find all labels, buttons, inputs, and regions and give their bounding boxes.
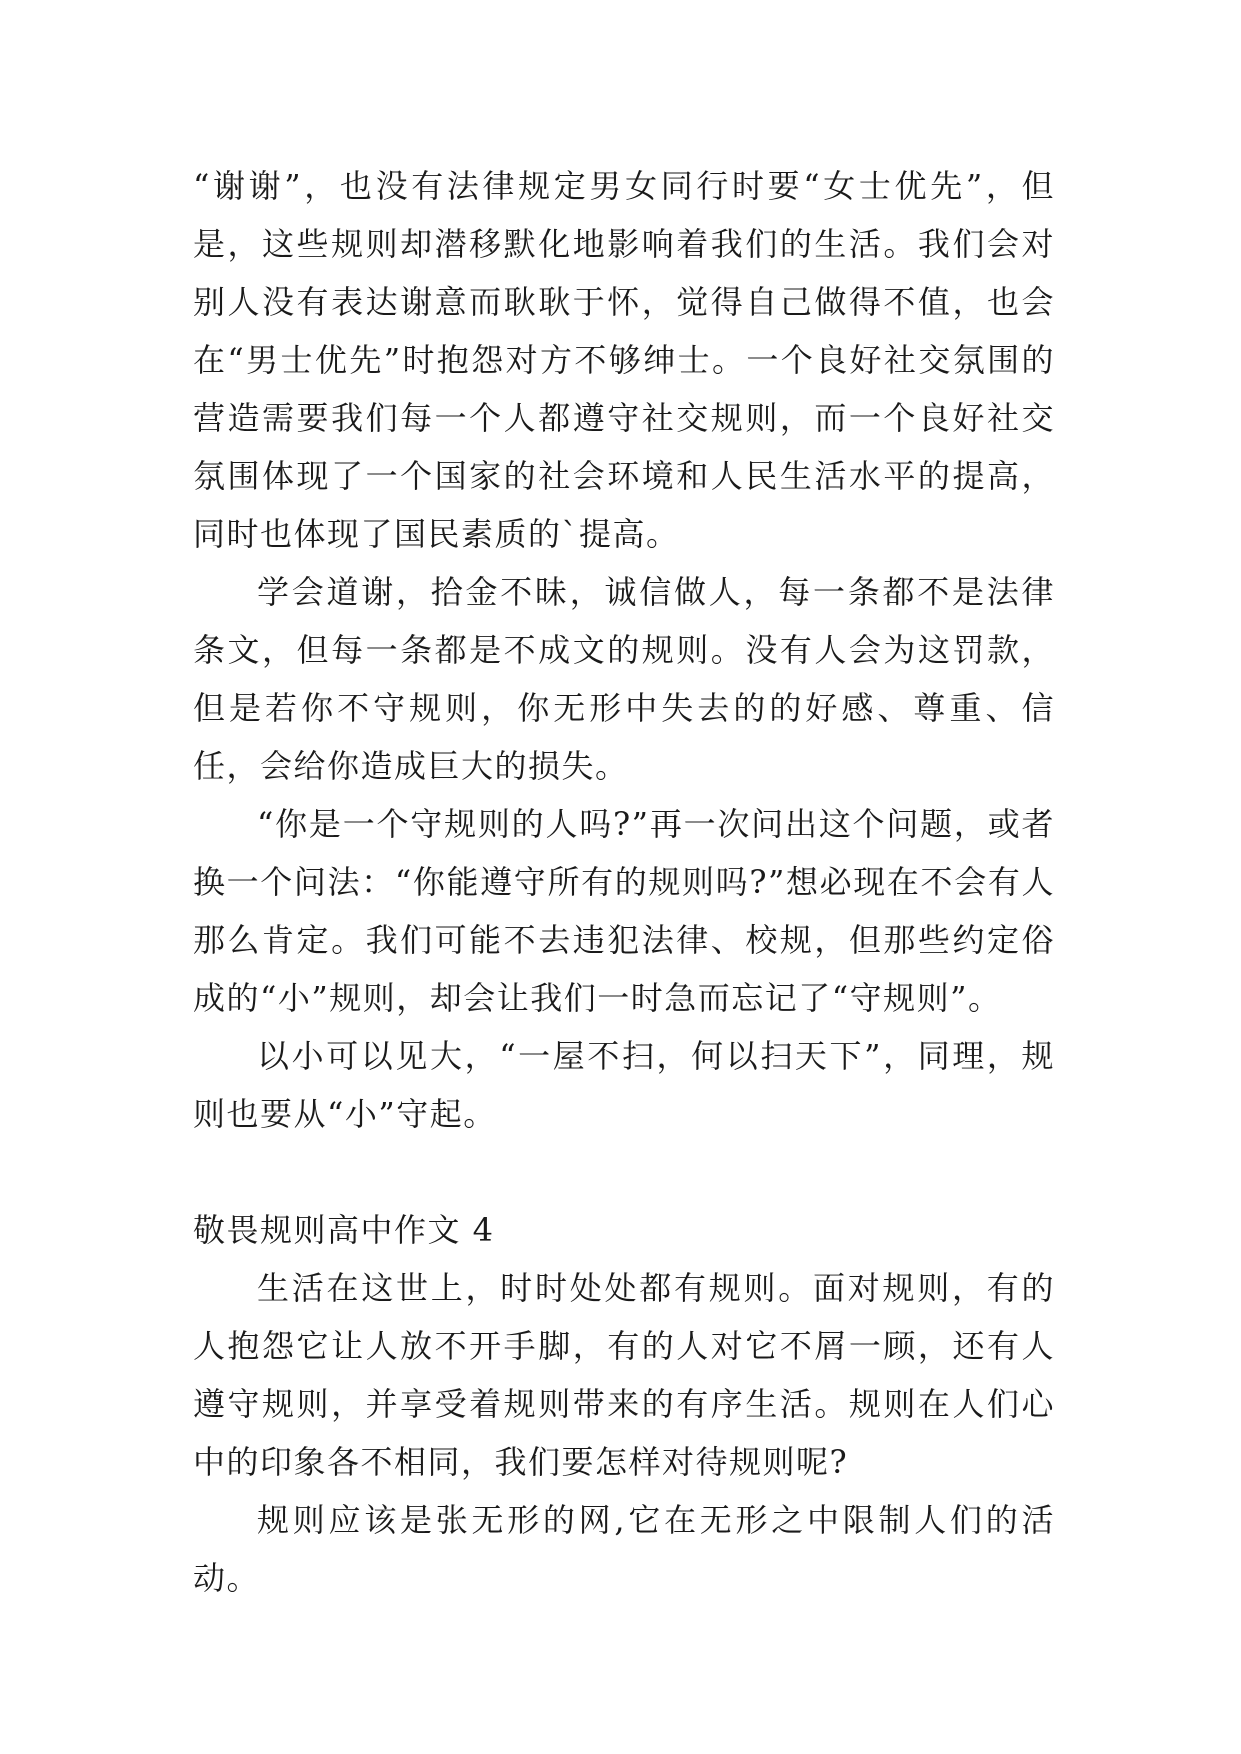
paragraph-thanks-rule: 学会道谢，拾金不昧，诚信做人，每一条都不是法律条文，但每一条都是不成文的规则。没有人会为这罚款，但是若你不守规则，你无形中失去的的好感、尊重、信任，会给你造成巨大的损失。 — [193, 573, 1055, 785]
paragraph-conclusion: 以小可以见大，“一屋不扫，何以扫天下”，同理，规则也要从“小”守起。 — [193, 1037, 1055, 1133]
paragraph-question: “你是一个守规则的人吗?”再一次问出这个问题，或者换一个问法：“你能遵守所有的规则吗?”想必现在不会有人那么肯定。我们可能不去违犯法律、校规，但那些约定俗成的“小”规则，却会让我们一时急而忘记了“守规则”。 — [193, 805, 1055, 1017]
paragraph-continued: “谢谢”，也没有法律规定男女同行时要“女士优先”，但是，这些规则却潜移默化地影响着我们的生活。我们会对别人没有表达谢意而耿耿于怀，觉得自己做得不值，也会在“男士优先”时抱怨对方不够绅士。一个良好社交氛围的营造需要我们每一个人都遵守社交规则，而一个良好社交氛围体现了一个国家的社会环境和人民生活水平的提高，同时也体现了国民素质的`提高。 — [193, 167, 1055, 553]
paragraph-net: 规则应该是张无形的网,它在无形之中限制人们的活动。 — [193, 1501, 1055, 1597]
paragraph-intro: 生活在这世上，时时处处都有规则。面对规则，有的人抱怨它让人放不开手脚，有的人对它不屑一顾，还有人遵守规则，并享受着规则带来的有序生活。规则在人们心中的印象各不相同，我们要怎样对待规则呢? — [193, 1269, 1055, 1481]
essay-body — [193, 157, 1055, 1607]
section-spacer — [193, 1143, 1055, 1201]
section-title: 敬畏规则高中作文 4 — [193, 1211, 495, 1249]
